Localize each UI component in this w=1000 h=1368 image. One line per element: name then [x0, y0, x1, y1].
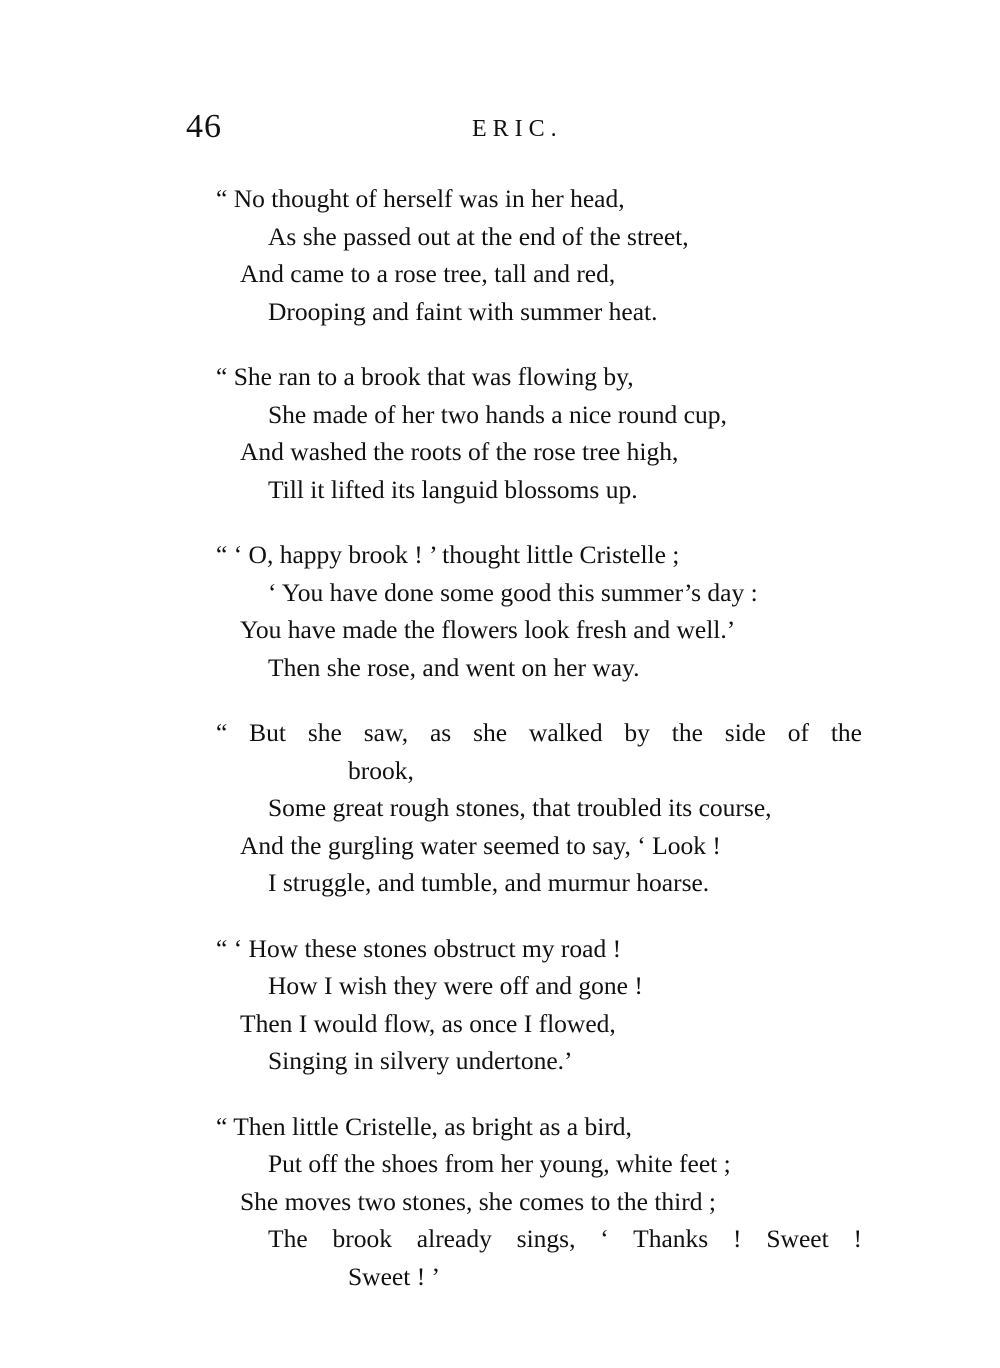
stanza-5 — [0, 930, 1000, 1080]
poem-line: “ She ran to a brook that was flowing by, — [216, 362, 634, 391]
poem-line: “ Then little Cristelle, as bright as a bird, — [216, 1111, 632, 1141]
poem-line: “ ‘ How these stones obstruct my road ! — [216, 933, 622, 963]
poem-line: “ No thought of herself was in her head, — [216, 184, 625, 213]
running-title: ERIC. — [472, 116, 563, 142]
poem-line: Till it lifted its languid blossoms up. — [268, 474, 638, 504]
poem-line: Put off the shoes from her young, white feet ; — [268, 1149, 731, 1178]
stanza-2 — [0, 358, 1000, 508]
poem-line: Then I would flow, as once I flowed, — [240, 1008, 616, 1038]
poem-line: You have made the flowers look fresh and well.’ — [240, 615, 736, 644]
poem — [0, 180, 1000, 1323]
stanza-1 — [0, 180, 1000, 330]
poem-line: I struggle, and tumble, and murmur hoarse. — [268, 868, 710, 897]
poem-line: “ But she saw, as she walked by the side of the — [216, 718, 862, 747]
poem-line-turnover: Sweet ! ’ — [348, 1261, 441, 1291]
poem-line: And washed the roots of the rose tree high, — [240, 437, 679, 466]
poem-line: ‘ You have done some good this summer’s day : — [268, 577, 758, 607]
poem-line: As she passed out at the end of the street, — [268, 221, 689, 251]
poem-line: She moves two stones, she comes to the third ; — [240, 1186, 716, 1216]
stanza-3 — [0, 536, 1000, 686]
poem-line-turnover: brook, — [348, 755, 414, 785]
page-header — [0, 108, 1000, 152]
poem-line: And came to a rose tree, tall and red, — [240, 259, 616, 288]
poem-line: Some great rough stones, that troubled its course, — [268, 793, 772, 822]
poem-line: “ ‘ O, happy brook ! ’ thought little Cristelle ; — [216, 540, 680, 569]
poem-line: Then she rose, and went on her way. — [268, 652, 640, 682]
stanza-6 — [0, 1108, 1000, 1296]
poem-line: And the gurgling water seemed to say, ‘ Look ! — [240, 830, 721, 860]
stanza-4 — [0, 714, 1000, 902]
poem-line: The brook already sings, ‘ Thanks ! Sweet ! — [268, 1224, 862, 1253]
page-number: 46 — [186, 108, 222, 145]
poem-line: How I wish they were off and gone ! — [268, 971, 643, 1000]
poem-line: Singing in silvery undertone.’ — [268, 1046, 573, 1075]
poem-line: Drooping and faint with summer heat. — [268, 296, 658, 326]
poem-line: She made of her two hands a nice round cup, — [268, 399, 727, 429]
